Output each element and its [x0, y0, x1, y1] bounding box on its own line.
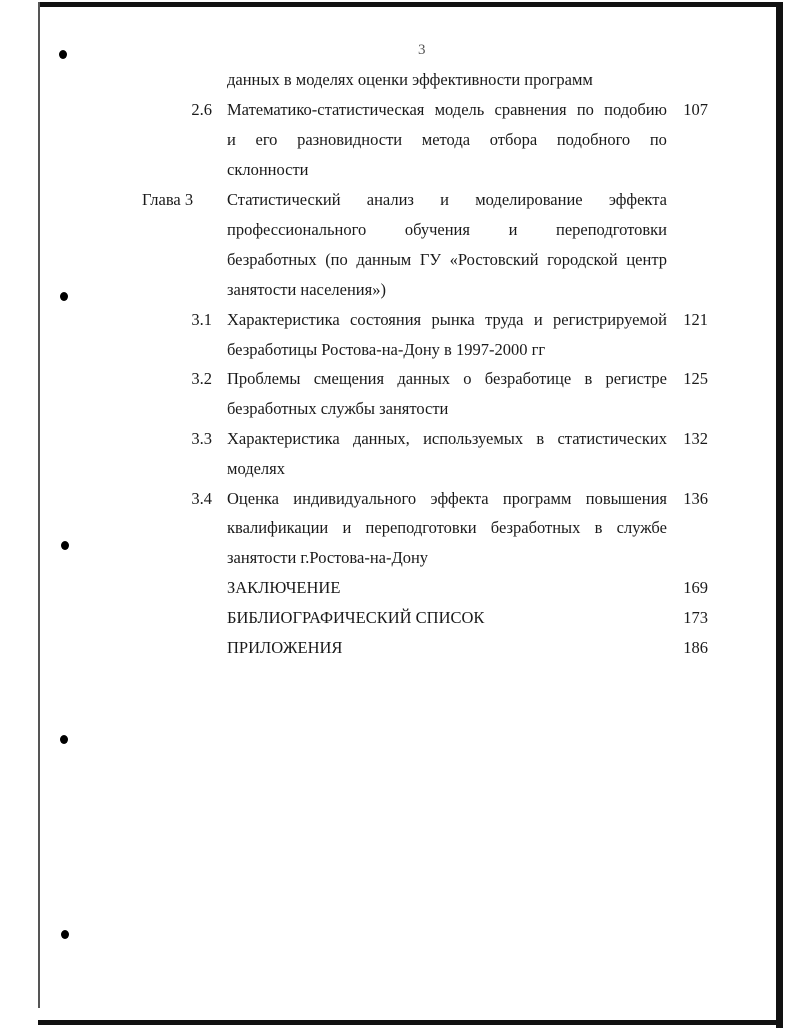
- punch-hole-mark: [61, 930, 69, 939]
- page-ref: 125: [683, 369, 708, 388]
- page-ref: 173: [683, 608, 708, 627]
- word: в: [584, 369, 593, 388]
- word: профессионального: [227, 220, 367, 239]
- chapter-title-line: [227, 190, 667, 210]
- word: и: [342, 518, 352, 537]
- page-ref: 169: [683, 578, 708, 597]
- word: и: [533, 310, 543, 329]
- word: по: [649, 130, 667, 149]
- word: о: [463, 369, 472, 388]
- toc-continuation-line: данных в моделях оценки эффективности программ: [227, 70, 593, 89]
- punch-hole-mark: [60, 292, 68, 301]
- word: рынка: [431, 310, 475, 329]
- word: (по: [325, 250, 348, 269]
- toc-entry-line: занятости г.Ростова-на-Дону: [227, 548, 429, 567]
- word: данным: [356, 250, 412, 269]
- chapter-label: Глава 3: [142, 190, 194, 209]
- word: городской: [547, 250, 618, 269]
- word: по: [576, 100, 594, 119]
- scan-border-top: [38, 2, 783, 7]
- section-number: 2.6: [191, 100, 212, 119]
- word: Характеристика: [227, 310, 340, 329]
- word: разновидности: [297, 130, 403, 149]
- toc-entry-line: [227, 130, 667, 150]
- page-ref: 107: [683, 100, 708, 119]
- section-number: 3.1: [191, 310, 212, 329]
- page-number: 3: [418, 42, 426, 58]
- word: Оценка: [227, 489, 279, 508]
- chapter-title-line: [227, 250, 667, 270]
- page-ref: 132: [683, 429, 708, 448]
- word: службе: [616, 518, 667, 537]
- word: эффекта: [430, 489, 489, 508]
- word: его: [255, 130, 278, 149]
- word: Математико-статистическая: [227, 100, 425, 119]
- word: и: [440, 190, 450, 209]
- word: используемых: [423, 429, 524, 448]
- section-number: 3.4: [191, 489, 212, 508]
- toc-entry-line: [227, 429, 667, 449]
- toc-entry-line: [227, 489, 667, 509]
- word: состояния: [350, 310, 422, 329]
- word: в: [536, 429, 545, 448]
- word: в: [594, 518, 603, 537]
- word: программ: [502, 489, 572, 508]
- word: Характеристика: [227, 429, 340, 448]
- toc-entry-line: [227, 100, 667, 120]
- word: повышения: [585, 489, 667, 508]
- word: подобию: [604, 100, 667, 119]
- chapter-title-line: [227, 220, 667, 240]
- word: модель: [434, 100, 485, 119]
- page-ref: 186: [683, 638, 708, 657]
- word: данных: [397, 369, 451, 388]
- word: статистических: [557, 429, 667, 448]
- word: труда: [485, 310, 524, 329]
- word: метода: [421, 130, 471, 149]
- word: данных,: [352, 429, 410, 448]
- word: безработных: [227, 250, 317, 269]
- word: отбора: [489, 130, 538, 149]
- word: индивидуального: [293, 489, 417, 508]
- word: ГУ: [419, 250, 442, 269]
- chapter-title-line: занятости населения»): [227, 280, 386, 299]
- word: и: [508, 220, 518, 239]
- punch-hole-mark: [59, 50, 67, 59]
- toc-entry-line: моделях: [227, 459, 286, 478]
- section-number: 3.3: [191, 429, 212, 448]
- page-ref: 136: [683, 489, 708, 508]
- punch-hole-mark: [60, 735, 68, 744]
- scan-border-left: [38, 2, 40, 1008]
- word: сравнения: [494, 100, 567, 119]
- toc-conclusion: ЗАКЛЮЧЕНИЕ: [227, 578, 341, 597]
- word: моделирование: [475, 190, 583, 209]
- page-ref: 121: [683, 310, 708, 329]
- word: и: [227, 130, 236, 149]
- word: безработных: [490, 518, 581, 537]
- toc-entry-line: [227, 369, 667, 389]
- toc-entry-line: склонности: [227, 160, 309, 179]
- word: переподготовки: [556, 220, 667, 239]
- toc-bibliography: БИБЛИОГРАФИЧЕСКИЙ СПИСОК: [227, 608, 485, 627]
- toc-entry-line: [227, 310, 667, 330]
- word: регистрируемой: [553, 310, 667, 329]
- word: эффекта: [608, 190, 667, 209]
- section-number: 3.2: [191, 369, 212, 388]
- word: переподготовки: [365, 518, 477, 537]
- word: центр: [626, 250, 667, 269]
- word: квалификации: [227, 518, 329, 537]
- word: безработице: [484, 369, 572, 388]
- word: «Ростовский: [449, 250, 539, 269]
- scan-border-right: [776, 2, 783, 1028]
- word: обучения: [404, 220, 470, 239]
- toc-appendices: ПРИЛОЖЕНИЯ: [227, 638, 343, 657]
- word: регистре: [605, 369, 667, 388]
- toc-entry-line: [227, 518, 667, 538]
- punch-hole-mark: [61, 541, 69, 550]
- word: Статистический: [227, 190, 341, 209]
- toc-entry-line: безработных службы занятости: [227, 399, 449, 418]
- word: смещения: [313, 369, 385, 388]
- word: Проблемы: [227, 369, 301, 388]
- scan-border-bottom: [38, 1020, 783, 1025]
- word: анализ: [366, 190, 414, 209]
- toc-entry-line: безработицы Ростова-на-Дону в 1997-2000 гг: [227, 340, 546, 359]
- word: подобного: [556, 130, 631, 149]
